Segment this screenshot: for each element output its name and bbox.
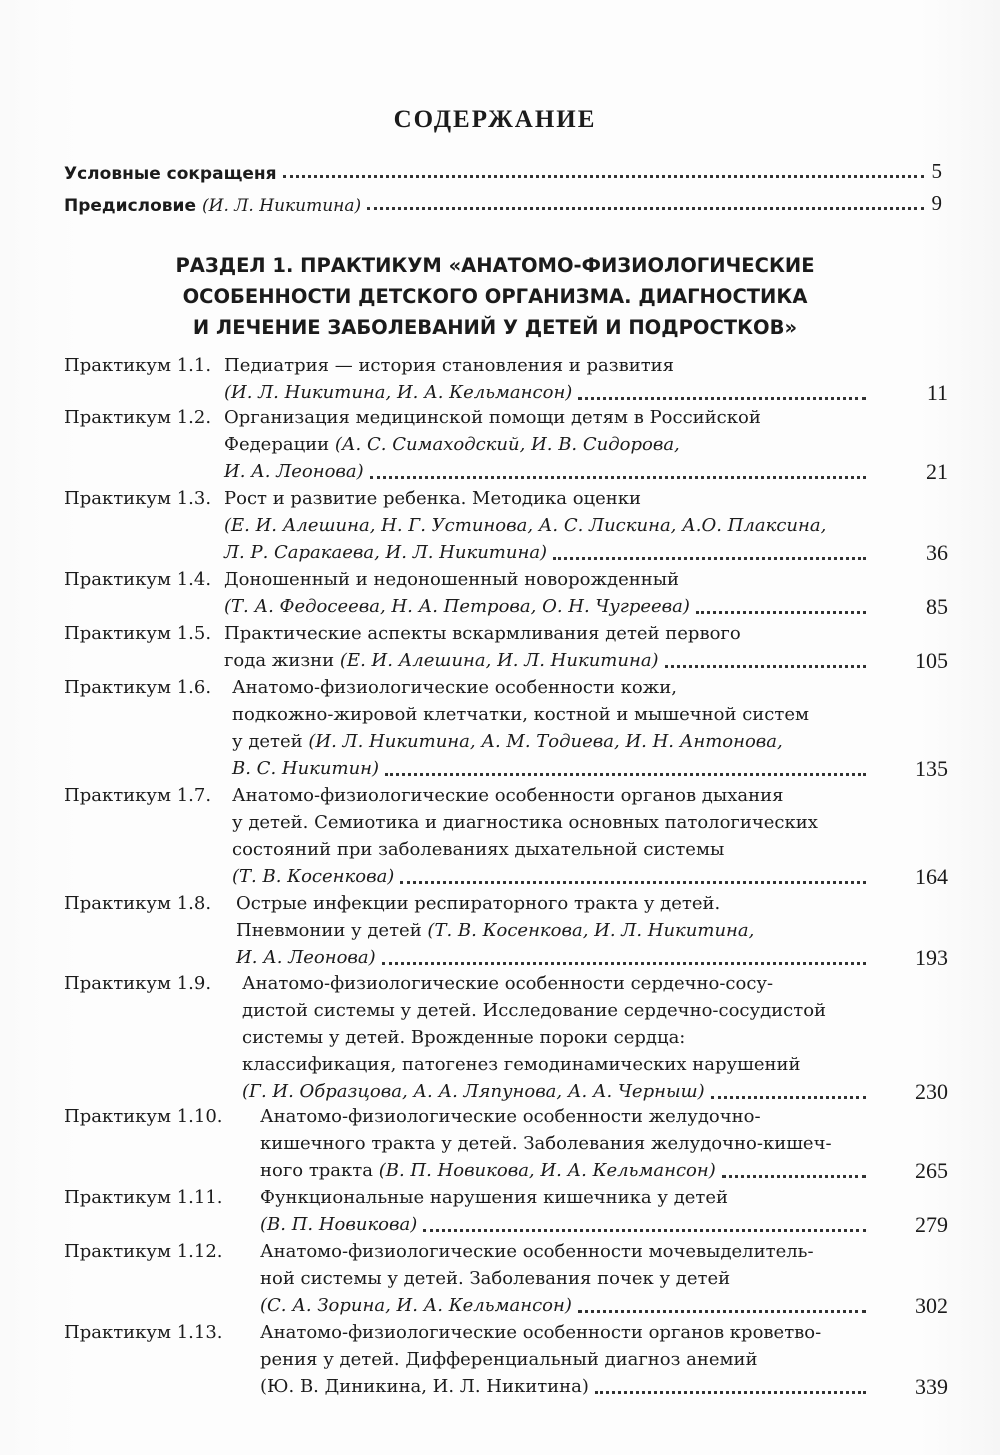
entry-title-text: Анатомо-физиологические особенности кожи,	[232, 677, 677, 698]
page-number: 265	[915, 1158, 948, 1183]
entry-line	[260, 1319, 874, 1346]
entry-title-text: (Ю. В. Диникина, И. Л. Никитина)	[260, 1376, 589, 1397]
toc-entry[interactable]	[64, 890, 948, 971]
entry-text	[224, 404, 874, 485]
leader-dots	[367, 206, 923, 210]
entry-line	[242, 970, 874, 997]
entry-text	[224, 485, 874, 566]
entry-line	[242, 1024, 874, 1051]
leader-dots	[370, 475, 866, 479]
entry-title-text: Функциональные нарушения кишечника у детей	[260, 1187, 729, 1208]
entry-title-text: подкожно-жировой клетчатки, костной и мышечной систем	[232, 704, 809, 725]
page-number: 339	[915, 1374, 948, 1399]
entry-text	[260, 1238, 874, 1319]
entry-label: Практикум 1.4.	[64, 569, 212, 590]
leader-dots	[578, 396, 866, 400]
entry-title-text: Организация медицинской помощи детям в Российской	[224, 407, 761, 428]
page-number: 279	[915, 1212, 948, 1237]
toc-entry[interactable]	[64, 782, 948, 890]
section-heading-line: ОСОБЕННОСТИ ДЕТСКОГО ОРГАНИЗМА. ДИАГНОСТИКА	[182, 285, 808, 308]
entry-line	[224, 566, 874, 593]
page-number: 11	[926, 380, 948, 405]
entry-line	[260, 1346, 874, 1373]
toc-entry[interactable]	[64, 674, 948, 782]
entry-title-text: рения у детей. Дифференциальный диагноз анемий	[260, 1349, 758, 1370]
entry-authors: (В. П. Новикова, И. А. Кельмансон)	[378, 1160, 716, 1181]
toc-entry[interactable]	[64, 566, 948, 620]
entry-text	[224, 352, 874, 406]
entry-title-text: дистой системы у детей. Исследование сердечно-сосудистой	[242, 1000, 827, 1021]
entry-line	[224, 458, 874, 485]
entry-line	[224, 485, 874, 512]
entry-label: Практикум 1.9.	[64, 973, 212, 994]
entry-authors: (И. Л. Никитина)	[201, 196, 362, 216]
page-number: 302	[915, 1293, 948, 1318]
entry-title-text: Анатомо-физиологические особенности органов дыхания	[232, 785, 784, 806]
section-heading-line: И ЛЕЧЕНИЕ ЗАБОЛЕВАНИЙ У ДЕТЕЙ И ПОДРОСТКОВ»	[192, 316, 798, 339]
entry-line	[260, 1157, 874, 1184]
entry-line	[232, 809, 874, 836]
entry-title-text: у детей	[232, 731, 309, 752]
entry-title-text: Федерации	[224, 434, 335, 455]
page-number: 164	[915, 864, 948, 889]
entry-line	[232, 755, 874, 782]
page-title: СОДЕРЖАНИЕ	[393, 106, 597, 133]
entry-label: Практикум 1.5.	[64, 623, 212, 644]
entry-text	[242, 970, 874, 1105]
toc-entry[interactable]	[64, 970, 948, 1105]
entry-authors: (Е. И. Алешина, И. Л. Никитина)	[339, 650, 659, 671]
leader-dots	[722, 1174, 866, 1178]
toc-entry[interactable]	[64, 485, 948, 566]
entry-text	[232, 674, 874, 782]
entry-label: Практикум 1.12.	[64, 1241, 223, 1262]
leader-dots	[400, 880, 866, 884]
entry-line	[236, 890, 874, 917]
entry-title-text: Анатомо-физиологические особенности желудочно-	[260, 1106, 761, 1127]
entry-line	[260, 1265, 874, 1292]
entry-text	[260, 1103, 874, 1184]
entry-line	[260, 1292, 874, 1319]
leader-dots	[578, 1309, 866, 1313]
entry-line	[232, 701, 874, 728]
entry-title-text: ной системы у детей. Заболевания почек у детей	[260, 1268, 731, 1289]
entry-label: Практикум 1.2.	[64, 407, 212, 428]
toc-entry[interactable]	[64, 1238, 948, 1319]
toc-entry[interactable]	[64, 352, 948, 406]
entry-line	[224, 512, 874, 539]
entry-line	[224, 404, 874, 431]
entry-title-text: Пневмонии у детей	[236, 920, 428, 941]
entry-title-text: Анатомо-физиологические особенности мочевыделитель-	[260, 1241, 814, 1262]
entry-title-text: Анатомо-физиологические особенности сердечно-сосу-	[242, 973, 774, 994]
entry-title-text: Острые инфекции респираторного тракта у детей.	[236, 893, 721, 914]
entry-line	[232, 674, 874, 701]
entry-label: Практикум 1.6.	[64, 677, 212, 698]
entry-line	[260, 1130, 874, 1157]
toc-entry[interactable]	[64, 620, 948, 674]
entry-authors: (С. А. Зорина, И. А. Кельмансон)	[260, 1295, 572, 1316]
entry-authors: (И. Л. Никитина, И. А. Кельмансон)	[224, 382, 573, 403]
page-number: 230	[915, 1079, 948, 1104]
entry-title-text: Педиатрия — история становления и развития	[224, 355, 675, 376]
entry-authors: (Т. В. Косенкова, И. Л. Никитина,	[427, 920, 755, 941]
entry-line	[224, 431, 874, 458]
entry-authors: И. А. Леонова)	[236, 947, 376, 968]
entry-label: Практикум 1.1.	[64, 355, 212, 376]
leader-dots	[423, 1228, 866, 1232]
entry-line	[224, 539, 874, 566]
leader-dots	[665, 664, 866, 668]
leader-dots	[385, 772, 866, 776]
leader-dots	[696, 610, 866, 614]
entry-title-text: ного тракта	[260, 1160, 379, 1181]
entry-line	[224, 620, 874, 647]
section-heading	[0, 250, 990, 343]
toc-entry-abbreviations[interactable]	[64, 154, 942, 184]
page-number: 9	[931, 191, 942, 215]
entry-label: Практикум 1.13.	[64, 1322, 223, 1343]
entry-title-text: Анатомо-физиологические особенности органов кроветво-	[260, 1322, 822, 1343]
entry-line	[236, 917, 874, 944]
entry-title: Условные сокращеня	[64, 164, 277, 184]
entry-line	[242, 997, 874, 1024]
entry-line	[260, 1238, 874, 1265]
entry-line	[236, 944, 874, 971]
page-number: 85	[926, 594, 948, 619]
toc-entry[interactable]	[64, 1319, 948, 1400]
leader-dots	[283, 174, 924, 178]
entry-title-text: Рост и развитие ребенка. Методика оценки	[224, 488, 642, 509]
entry-line	[224, 593, 874, 620]
entry-line	[242, 1051, 874, 1078]
page-number: 105	[915, 648, 948, 673]
toc-entry-preface[interactable]	[64, 186, 942, 216]
entry-title-text: у детей. Семиотика и диагностика основных патологических	[232, 812, 818, 833]
toc-entry[interactable]	[64, 1184, 948, 1238]
entry-text	[260, 1319, 874, 1400]
entry-authors: (Т. А. Федосеева, Н. А. Петрова, О. Н. Чугреева)	[224, 596, 690, 617]
entry-title-text: классификация, патогенез гемодинамических нарушений	[242, 1054, 801, 1075]
entry-text	[236, 890, 874, 971]
toc-entry[interactable]	[64, 404, 948, 485]
entry-text	[232, 782, 874, 890]
entry-title-text: года жизни	[224, 650, 340, 671]
entry-line	[224, 647, 874, 674]
entry-authors: (И. Л. Никитина, А. М. Тодиева, И. Н. Антонова,	[308, 731, 783, 752]
entry-authors: Л. Р. Саракаева, И. Л. Никитина)	[224, 542, 548, 563]
page-number: 193	[915, 945, 948, 970]
entry-text	[224, 620, 874, 674]
entry-label: Практикум 1.3.	[64, 488, 212, 509]
entry-line	[260, 1103, 874, 1130]
page-number: 36	[926, 540, 948, 565]
entry-authors: (В. П. Новикова)	[260, 1214, 418, 1235]
leader-dots	[711, 1095, 866, 1099]
entry-line	[260, 1184, 874, 1211]
page-number: 135	[915, 756, 948, 781]
entry-line	[224, 379, 874, 406]
entry-title-text: состояний при заболеваниях дыхательной системы	[232, 839, 725, 860]
entry-authors: (Е. И. Алешина, Н. Г. Устинова, А. С. Лискина, А.О. Плаксина,	[224, 515, 827, 536]
entry-label: Практикум 1.8.	[64, 893, 212, 914]
entry-line	[232, 863, 874, 890]
entry-authors: (Т. В. Косенкова)	[232, 866, 395, 887]
entry-label: Практикум 1.7.	[64, 785, 212, 806]
section-heading-line: РАЗДЕЛ 1. ПРАКТИКУМ «АНАТОМО-ФИЗИОЛОГИЧЕСКИЕ	[175, 254, 815, 277]
entry-authors: В. С. Никитин)	[232, 758, 380, 779]
entry-text	[224, 566, 874, 620]
entry-authors: И. А. Леонова)	[224, 461, 364, 482]
entry-line	[260, 1211, 874, 1238]
entry-line	[260, 1373, 874, 1400]
entry-line	[232, 728, 874, 755]
entry-authors: (А. С. Симаходский, И. В. Сидорова,	[334, 434, 680, 455]
entry-title: Предисловие	[64, 196, 196, 216]
entry-label: Практикум 1.10.	[64, 1106, 223, 1127]
entry-title-text: кишечного тракта у детей. Заболевания желудочно-кишеч-	[260, 1133, 832, 1154]
entry-line	[224, 352, 874, 379]
entry-line	[232, 782, 874, 809]
entry-title-text: системы у детей. Врожденные пороки сердца:	[242, 1027, 686, 1048]
entry-title-text: Доношенный и недоношенный новорожденный	[224, 569, 680, 590]
entry-authors: (Г. И. Образцова, А. А. Ляпунова, А. А. Черныш)	[242, 1081, 705, 1102]
entry-line	[242, 1078, 874, 1105]
leader-dots	[382, 961, 866, 965]
toc-entry[interactable]	[64, 1103, 948, 1184]
leader-dots	[595, 1390, 866, 1394]
entry-label: Практикум 1.11.	[64, 1187, 223, 1208]
leader-dots	[553, 556, 866, 560]
entry-line	[232, 836, 874, 863]
page-number: 5	[931, 159, 942, 183]
entry-title-text: Практические аспекты вскармливания детей первого	[224, 623, 741, 644]
page-number: 21	[926, 459, 948, 484]
entry-text	[260, 1184, 874, 1238]
